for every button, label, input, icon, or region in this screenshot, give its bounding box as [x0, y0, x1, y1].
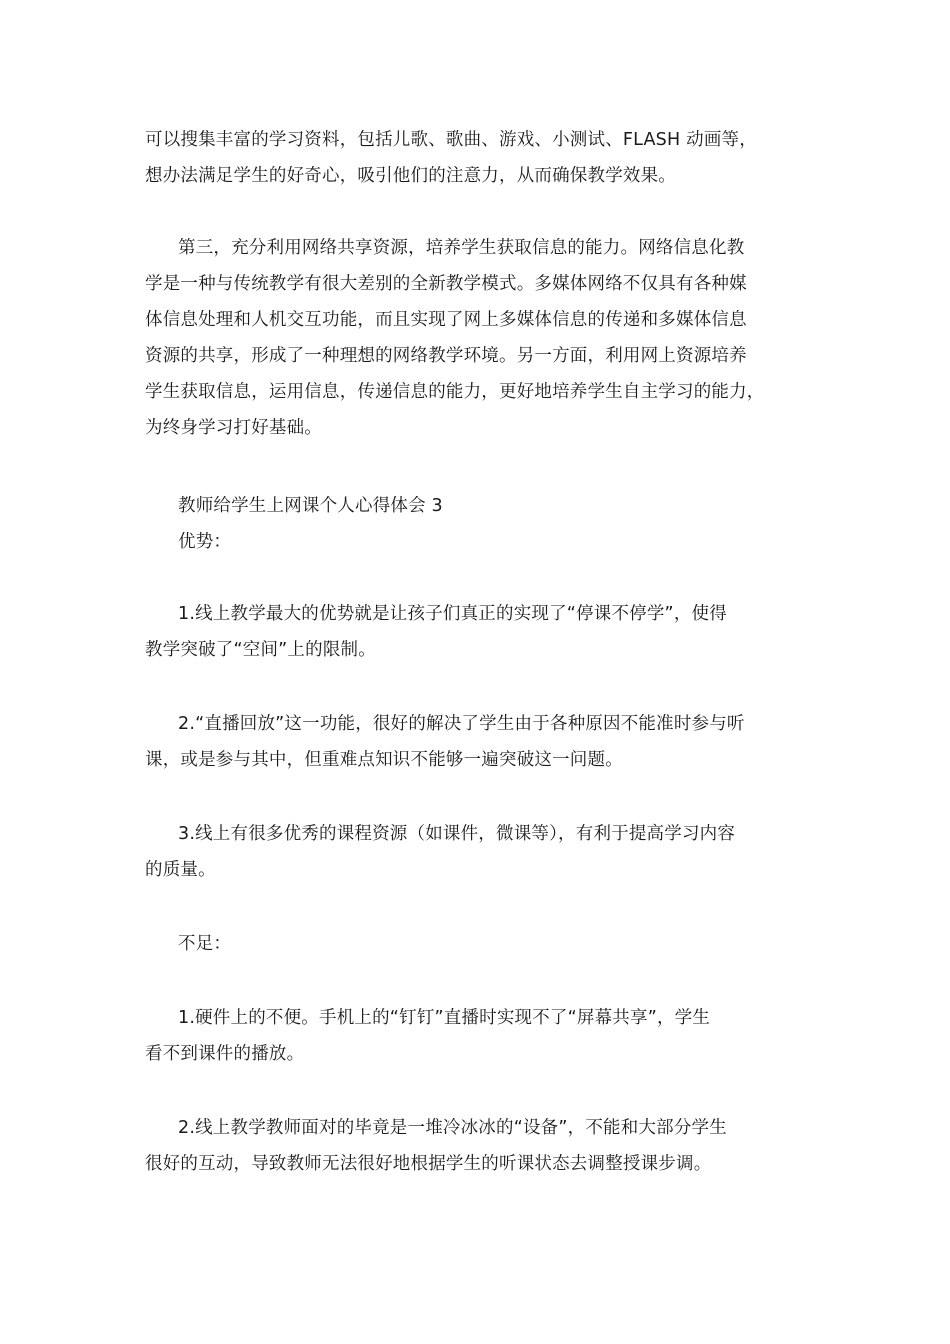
paragraph-line: 体信息处理和人机交互功能，而且实现了网上多媒体信息的传递和多媒体信息 [145, 310, 747, 330]
paragraph-line: 想办法满足学生的好奇心，吸引他们的注意力，从而确保教学效果。 [145, 166, 676, 186]
advantage-item-1: 1.线上教学最大的优势就是让孩子们真正的实现了“停课不停学”，使得 [178, 604, 727, 624]
shortcoming-item-1: 1.硬件上的不便。手机上的“钉钉”直播时实现不了“屏幕共享”，学生 [178, 1008, 711, 1028]
advantage-item-3-cont: 的质量。 [145, 860, 216, 880]
advantage-item-2: 2.“直播回放”这一功能，很好的解决了学生由于各种原因不能准时参与听 [178, 714, 745, 734]
advantage-item-2-cont: 课，或是参与其中，但重难点知识不能够一遍突破这一问题。 [145, 750, 623, 770]
advantage-item-3: 3.线上有很多优秀的课程资源（如课件，微课等），有利于提高学习内容 [178, 824, 736, 844]
shortcomings-label: 不足： [178, 934, 232, 954]
paragraph-line: 第三，充分利用网络共享资源，培养学生获取信息的能力。网络信息化教 [178, 238, 745, 258]
shortcoming-item-1-cont: 看不到课件的播放。 [145, 1044, 305, 1064]
shortcoming-item-2: 2.线上教学教师面对的毕竟是一堆冷冰冰的“设备”，不能和大部分学生 [178, 1118, 727, 1138]
shortcoming-item-2-cont: 很好的互动，导致教师无法很好地根据学生的听课状态去调整授课步调。 [145, 1154, 712, 1174]
paragraph-line: 资源的共享，形成了一种理想的网络教学环境。另一方面，利用网上资源培养 [145, 346, 747, 366]
paragraph-line: 学是一种与传统教学有很大差别的全新教学模式。多媒体网络不仅具有各种媒 [145, 274, 747, 294]
advantage-item-1-cont: 教学突破了“空间”上的限制。 [145, 640, 376, 660]
paragraph-line: 可以搜集丰富的学习资料，包括儿歌、歌曲、游戏、小测试、FLASH 动画等， [145, 130, 757, 150]
section-heading: 教师给学生上网课个人心得体会 3 [178, 496, 443, 516]
paragraph-line: 为终身学习打好基础。 [145, 418, 322, 438]
paragraph-line: 学生获取信息，运用信息，传递信息的能力，更好地培养学生自主学习的能力， [145, 382, 765, 402]
advantages-label: 优势： [178, 532, 232, 552]
